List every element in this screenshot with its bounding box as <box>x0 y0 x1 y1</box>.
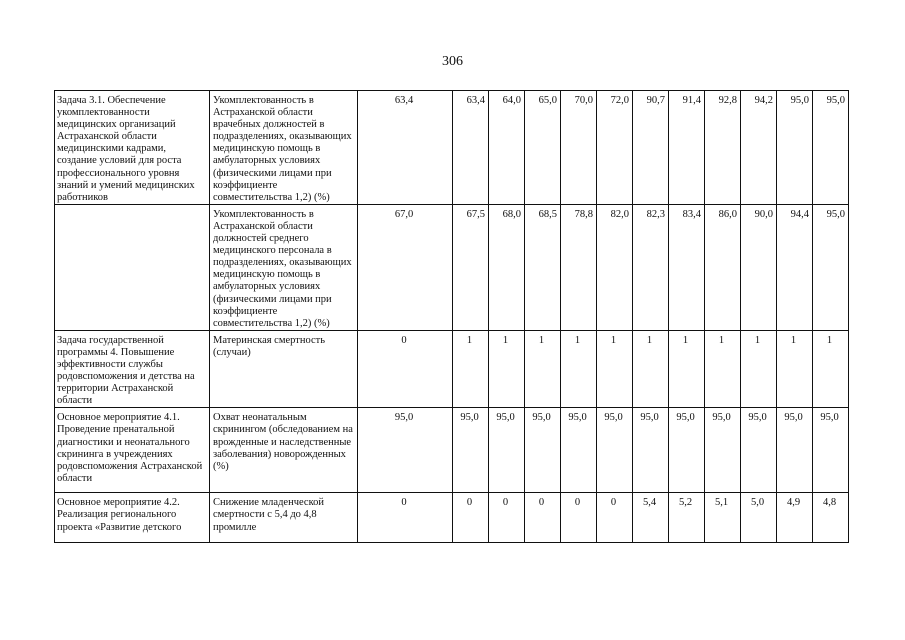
value-cell: 70,0 <box>561 91 597 205</box>
value-cell: 1 <box>813 330 849 408</box>
value-cell: 90,7 <box>633 91 669 205</box>
task-cell: Основное мероприятие 4.1. Проведение пренатальной диагностики и неонатального скрининга в учреждениях родовспоможения Астраханской области <box>55 408 210 493</box>
value-cell: 68,5 <box>525 204 561 330</box>
value-cell: 82,0 <box>597 204 633 330</box>
value-cell: 86,0 <box>705 204 741 330</box>
value-cell: 65,0 <box>525 91 561 205</box>
value-cell: 1 <box>597 330 633 408</box>
value-cell: 95,0 <box>669 408 705 493</box>
table-row <box>55 204 849 330</box>
value-cell: 1 <box>633 330 669 408</box>
base-value-cell: 63,4 <box>358 91 453 205</box>
value-cell: 67,5 <box>453 204 489 330</box>
value-cell: 1 <box>489 330 525 408</box>
value-cell: 94,4 <box>777 204 813 330</box>
indicator-cell: Укомплектованность в Астраханской области должностей среднего медицинского персонала в подразделениях, оказывающих медицинскую помощь в амбулаторных условиях (физическими лицами при коэффициенте совместительства 1,2) (%) <box>210 204 358 330</box>
value-cell: 91,4 <box>669 91 705 205</box>
value-cell: 1 <box>777 330 813 408</box>
value-cell: 95,0 <box>489 408 525 493</box>
base-value-cell: 0 <box>358 493 453 543</box>
value-cell: 5,4 <box>633 493 669 543</box>
indicator-cell: Материнская смертность (случаи) <box>210 330 358 408</box>
value-cell: 1 <box>669 330 705 408</box>
value-cell: 95,0 <box>777 408 813 493</box>
value-cell: 95,0 <box>777 91 813 205</box>
task-cell: Задача государственной программы 4. Повышение эффективности службы родовспоможения и детства на территории Астраханской области <box>55 330 210 408</box>
value-cell: 95,0 <box>813 91 849 205</box>
base-value-cell: 0 <box>358 330 453 408</box>
value-cell: 5,0 <box>741 493 777 543</box>
value-cell: 0 <box>453 493 489 543</box>
value-cell: 1 <box>525 330 561 408</box>
value-cell: 5,2 <box>669 493 705 543</box>
value-cell: 0 <box>525 493 561 543</box>
value-cell: 94,2 <box>741 91 777 205</box>
value-cell: 95,0 <box>705 408 741 493</box>
value-cell: 4,8 <box>813 493 849 543</box>
indicator-cell: Укомплектованность в Астраханской области врачебных должностей в подразделениях, оказывающих медицинскую помощь в амбулаторных условиях (физическими лицами при коэффициенте совместительства 1,2) (%) <box>210 91 358 205</box>
value-cell: 95,0 <box>813 408 849 493</box>
value-cell: 63,4 <box>453 91 489 205</box>
value-cell: 95,0 <box>525 408 561 493</box>
indicator-cell: Охват неонатальным скринингом (обследованием на врожденные и наследственные заболевания) новорожденных (%) <box>210 408 358 493</box>
indicator-cell: Снижение младенческой смертности с 5,4 до 4,8 промилле <box>210 493 358 543</box>
value-cell: 4,9 <box>777 493 813 543</box>
value-cell: 0 <box>489 493 525 543</box>
table-row <box>55 330 849 408</box>
page-number: 306 <box>442 54 463 69</box>
task-cell: Задача 3.1. Обеспечение укомплектованности медицинских организаций Астраханской области медицинскими кадрами, создание условий для роста профессионального уровня знаний и умений медицинских работников <box>55 91 210 205</box>
value-cell: 0 <box>561 493 597 543</box>
value-cell: 90,0 <box>741 204 777 330</box>
value-cell: 5,1 <box>705 493 741 543</box>
value-cell: 95,0 <box>633 408 669 493</box>
value-cell: 95,0 <box>453 408 489 493</box>
value-cell: 1 <box>705 330 741 408</box>
value-cell: 83,4 <box>669 204 705 330</box>
base-value-cell: 67,0 <box>358 204 453 330</box>
value-cell: 0 <box>597 493 633 543</box>
base-value-cell: 95,0 <box>358 408 453 493</box>
value-cell: 1 <box>561 330 597 408</box>
value-cell: 1 <box>453 330 489 408</box>
value-cell: 64,0 <box>489 91 525 205</box>
indicators-table <box>54 90 849 543</box>
value-cell: 82,3 <box>633 204 669 330</box>
value-cell: 1 <box>741 330 777 408</box>
table-row <box>55 493 849 543</box>
value-cell: 95,0 <box>813 204 849 330</box>
value-cell: 95,0 <box>597 408 633 493</box>
value-cell: 95,0 <box>561 408 597 493</box>
value-cell: 95,0 <box>741 408 777 493</box>
value-cell: 72,0 <box>597 91 633 205</box>
task-cell: Основное мероприятие 4.2. Реализация регионального проекта «Развитие детского <box>55 493 210 543</box>
value-cell: 78,8 <box>561 204 597 330</box>
task-cell <box>55 204 210 330</box>
value-cell: 68,0 <box>489 204 525 330</box>
table-row <box>55 91 849 205</box>
table-row <box>55 408 849 493</box>
value-cell: 92,8 <box>705 91 741 205</box>
